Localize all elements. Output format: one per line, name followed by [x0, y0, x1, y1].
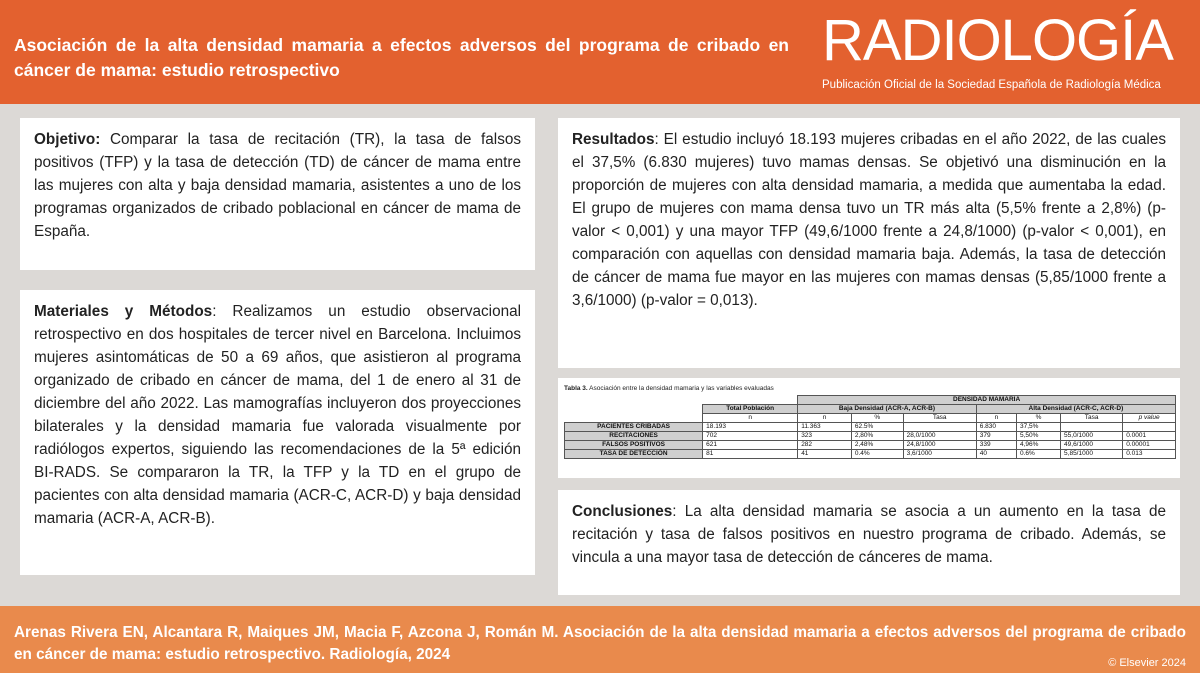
cell: 339: [976, 441, 1016, 450]
resultados-section: [558, 118, 1180, 368]
results-table-panel: [558, 378, 1180, 478]
cell: 2,48%: [851, 441, 903, 450]
page-title: Asociación de la alta densidad mamaria a efectos adversos del programa de cribado en cáncer de mama: estudio retrospectivo: [14, 35, 789, 80]
cell: 5,50%: [1017, 432, 1061, 441]
row-label: RECITACIONES: [565, 432, 703, 441]
cell: 621: [703, 441, 798, 450]
copyright: © Elsevier 2024: [1108, 657, 1186, 669]
table-header-row: [565, 396, 1176, 405]
cell: 5,85/1000: [1061, 450, 1123, 459]
group-header: DENSIDAD MAMARIA: [798, 396, 1176, 405]
objetivo-label: Objetivo:: [34, 131, 101, 148]
cell: 41: [798, 450, 852, 459]
cell: 2,80%: [851, 432, 903, 441]
cell: 379: [976, 432, 1016, 441]
materiales-text: : Realizamos un estudio observacional retrospectivo en dos hospitales de tercer nivel en Barcelona. Incluimos mujeres asintomáticas de 50 a 69 años, que asistieron al programa organizado de cribado en cáncer de mama, del 1 de enero al 31 de diciembre del año 2022. Las mamografías incluyeron dos proyecciones bilaterales y la densidad mamaria fue valorada visualmente por radiólogos expertos, siguiendo las recomendaciones de la 5ª edición BI-RADS. Se compararon la TR, la TFP y la TD en el grupo de pacientes con alta densidad mamaria (ACR-C, ACR-D) y baja densidad mamaria (ACR-A, ACR-B).: [34, 303, 521, 527]
cell: 0.4%: [851, 450, 903, 459]
citation: Arenas Rivera EN, Alcantara R, Maiques JM, Macia F, Azcona J, Román M. Asociación de la alta densidad mamaria a efectos adversos del programa de cribado en cáncer de mama: estudio retrospectivo. Radiología, 2024: [14, 624, 1186, 663]
row-label: TASA DE DETECCIÓN: [565, 450, 703, 459]
sub-pct: %: [1017, 414, 1061, 423]
col-alta-header: Alta Densidad (ACR-C, ACR-D): [976, 405, 1175, 414]
table-row: [565, 441, 1176, 450]
sub-n: n: [703, 414, 798, 423]
cell: 62.5%: [851, 423, 903, 432]
table-header-row: [565, 405, 1176, 414]
cell: 24,8/1000: [903, 441, 976, 450]
col-total-header: Total Población: [703, 405, 798, 414]
objetivo-section: [20, 118, 535, 270]
cell: 323: [798, 432, 852, 441]
cell: 55,0/1000: [1061, 432, 1123, 441]
cell: 282: [798, 441, 852, 450]
table-corner: [565, 414, 703, 423]
table-corner: [703, 396, 798, 405]
materiales-section: [20, 290, 535, 575]
objetivo-text: Comparar la tasa de recitación (TR), la tasa de falsos positivos (TFP) y la tasa de detección (TD) de cáncer de mama entre las mujeres con alta y baja densidad mamaria, asistentes a uno de los programas organizados de cribado poblacional en cáncer de mama de España.: [34, 131, 521, 240]
cell: 702: [703, 432, 798, 441]
radiologia-logo: [822, 6, 1187, 92]
cell: 11.363: [798, 423, 852, 432]
table-caption-text: Asociación entre la densidad mamaria y las variables evaluadas: [587, 385, 774, 392]
materiales-label: Materiales y Métodos: [34, 303, 213, 320]
sub-tasa: Tasa: [1061, 414, 1123, 423]
cell: [903, 423, 976, 432]
cell: 4,96%: [1017, 441, 1061, 450]
cell: 40: [976, 450, 1016, 459]
resultados-label: Resultados: [572, 131, 655, 148]
sub-n: n: [798, 414, 852, 423]
row-label: FALSOS POSITIVOS: [565, 441, 703, 450]
table-subheader-row: [565, 414, 1176, 423]
row-label: PACIENTES CRIBADAS: [565, 423, 703, 432]
table-row: [565, 450, 1176, 459]
cell: 0.0001: [1123, 432, 1176, 441]
table-caption-label: Tabla 3.: [564, 385, 588, 392]
table-row: [565, 432, 1176, 441]
cell: 0.013: [1123, 450, 1176, 459]
cell: 0.00001: [1123, 441, 1176, 450]
sub-pct: %: [851, 414, 903, 423]
conclusiones-text: : La alta densidad mamaria se asocia a un aumento en la tasa de recitación y tasa de falsos positivos en nuestro programa de cribado. Además, se vincula a una mayor tasa de detección de cánceres de mama.: [572, 503, 1166, 566]
logo-subtitle: Publicación Oficial de la Sociedad Española de Radiología Médica: [822, 79, 1161, 91]
density-table: [564, 395, 1176, 459]
cell: 0.6%: [1017, 450, 1061, 459]
cell: 6.830: [976, 423, 1016, 432]
cell: 37,5%: [1017, 423, 1061, 432]
conclusiones-label: Conclusiones: [572, 503, 673, 520]
header-banner: [0, 0, 1200, 104]
sub-tasa: Tasa: [903, 414, 976, 423]
table-corner: [565, 405, 703, 414]
cell: 81: [703, 450, 798, 459]
logo-wordmark: RADIOLOGÍA: [822, 8, 1173, 73]
conclusiones-section: [558, 490, 1180, 595]
table-caption: [564, 384, 1174, 393]
cell: 3,6/1000: [903, 450, 976, 459]
resultados-text: : El estudio incluyó 18.193 mujeres cribadas en el año 2022, de las cuales el 37,5% (6.830 mujeres) tuvo mamas densas. Se objetivó una disminución en la proporción de mujeres con alta densidad mamaria, a medida que aumentaba la edad. El grupo de mujeres con mama densa tuvo un TR más alta (5,5% frente a 2,8%) (p-valor < 0,001) y una mayor TFP (49,6/1000 frente a 24,8/1000) (p-valor < 0,001), en comparación con aquellas con densidad mamaria baja. Además, la tasa de detección de cáncer de mama fue mayor en las mujeres con mamas densas (5,85/1000 frente a 3,6/1000) (p-valor = 0,013).: [572, 131, 1166, 309]
sub-p: p value: [1123, 414, 1176, 423]
col-baja-header: Baja Densidad (ACR-A, ACR-B): [798, 405, 977, 414]
table-corner: [565, 396, 703, 405]
cell: 49,6/1000: [1061, 441, 1123, 450]
cell: [1123, 423, 1176, 432]
cell: 18.193: [703, 423, 798, 432]
cell: 28,0/1000: [903, 432, 976, 441]
cell: [1061, 423, 1123, 432]
table-row: [565, 423, 1176, 432]
footer-banner: [0, 606, 1200, 673]
sub-n: n: [976, 414, 1016, 423]
